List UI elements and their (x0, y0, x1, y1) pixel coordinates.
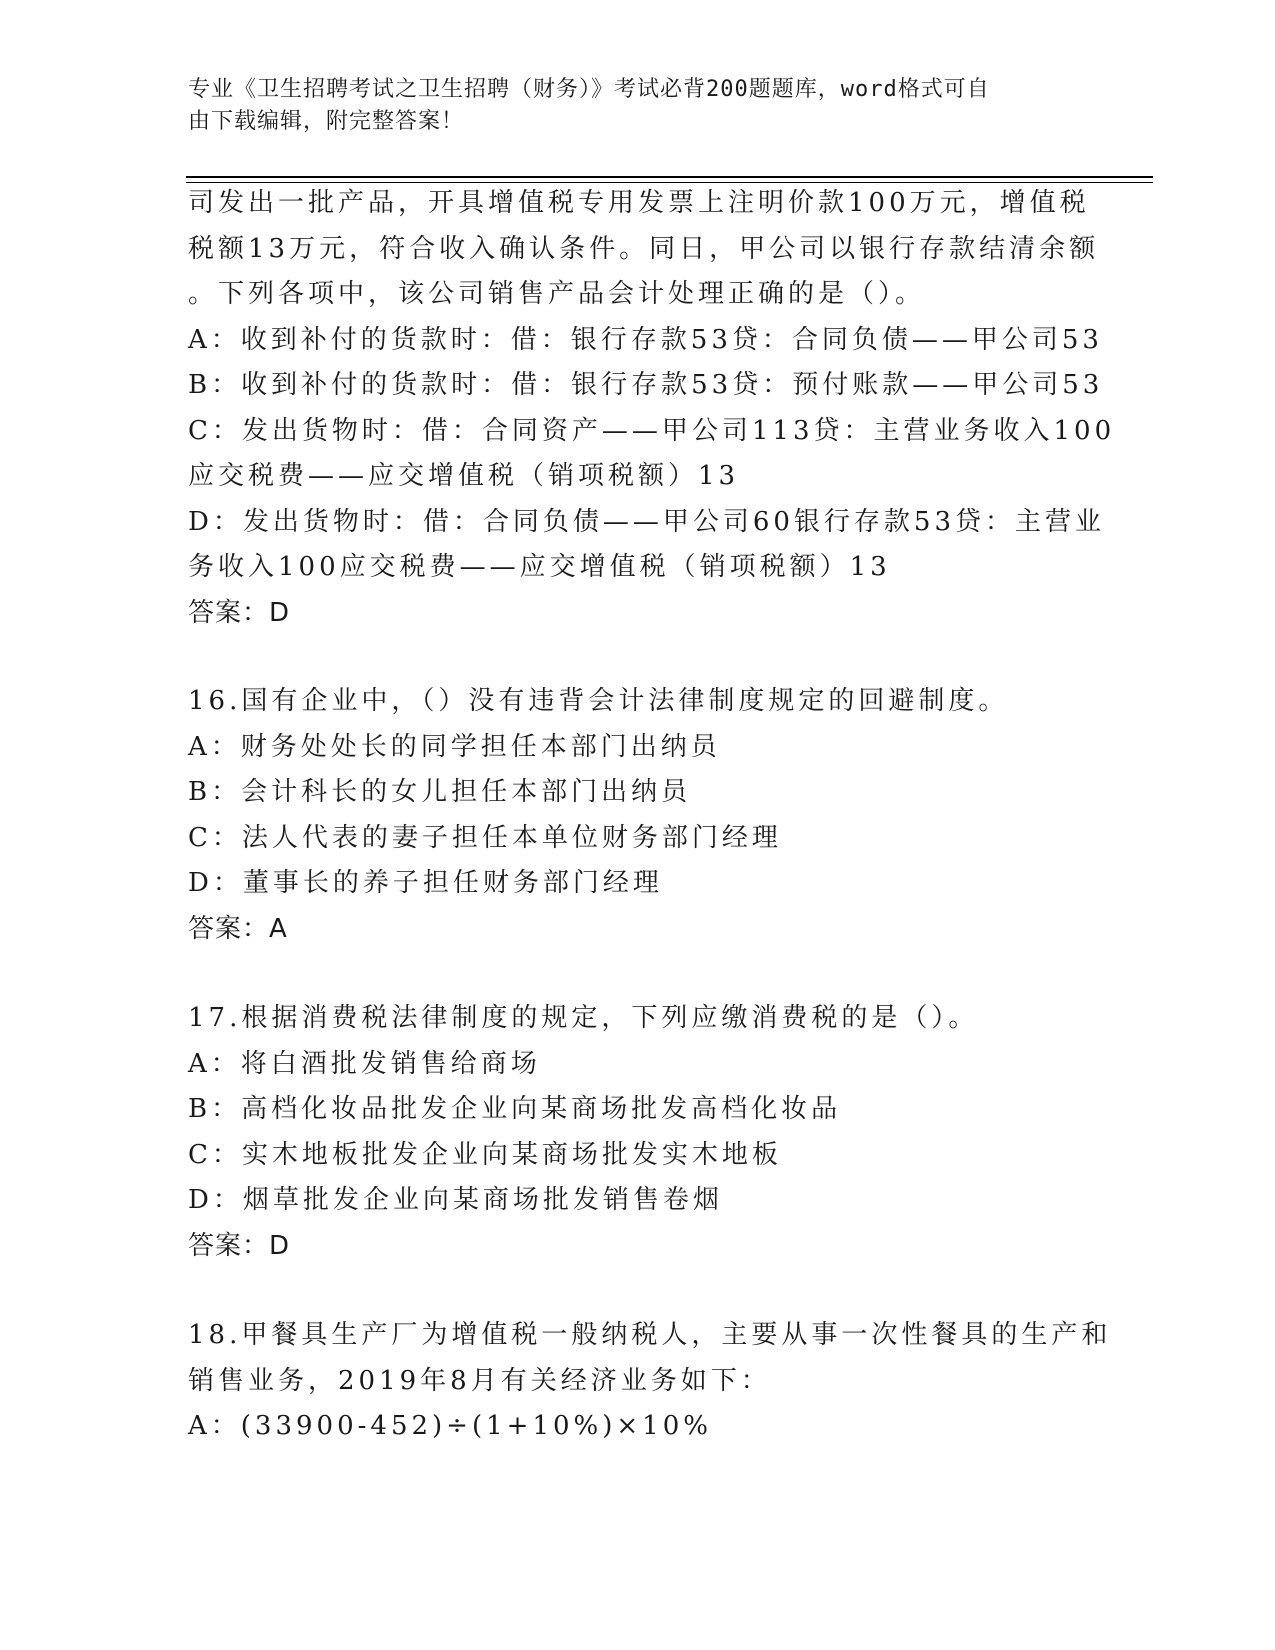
answer-label: 答案：A (188, 913, 288, 944)
option-a: A：收到补付的货款时：借：银行存款53贷：合同负债——甲公司53 (188, 324, 1103, 355)
option-d: D：烟草批发企业向某商场批发销售卷烟 (188, 1185, 723, 1215)
question-17-block (188, 996, 1088, 1269)
header-divider-thick (186, 176, 1153, 178)
document-header (188, 74, 1068, 138)
question-stem-line: 司发出一批产品，开具增值税专用发票上注明价款100万元，增值税 (188, 188, 1090, 218)
question-16-block (188, 679, 1088, 952)
option-d: D：发出货物时：借：合同负债——甲公司60银行存款53贷：主营业 (188, 506, 1106, 537)
option-d-continued: 务收入100应交税费——应交增值税（销项税额）13 (188, 552, 891, 582)
option-a: A：(33900-452)÷(1+10%)×10% (188, 1411, 712, 1441)
option-c: C：实木地板批发企业向某商场批发实木地板 (188, 1139, 782, 1170)
option-b: B：会计科长的女儿担任本部门出纳员 (188, 777, 692, 807)
question-stem-line: 。下列各项中，该公司销售产品会计处理正确的是（）。 (188, 279, 926, 309)
question-stem: 16.国有企业中，（）没有违背会计法律制度规定的回避制度。 (188, 686, 1009, 716)
option-c: C：法人代表的妻子担任本单位财务部门经理 (188, 822, 782, 853)
answer-label: 答案：D (188, 1230, 291, 1261)
option-b: B：收到补付的货款时：借：银行存款53贷：预付账款——甲公司53 (188, 370, 1104, 400)
option-b: B：高档化妆品批发企业向某商场批发高档化妆品 (188, 1094, 842, 1124)
option-a: A：将白酒批发销售给商场 (188, 1048, 541, 1079)
question-stem-line: 销售业务，2019年8月有关经济业务如下： (188, 1365, 771, 1396)
header-line-2: 由下载编辑，附完整答案！ (188, 109, 465, 134)
option-a: A：财务处处长的同学担任本部门出纳员 (188, 731, 721, 762)
option-d: D：董事长的养子担任财务部门经理 (188, 868, 663, 898)
question-18-block (188, 1313, 1112, 1450)
option-c-continued: 应交税费——应交增值税（销项税额）13 (188, 461, 740, 491)
header-line-1: 专业《卫生招聘考试之卫生招聘（财务）》考试必背200题题库，word格式可自 (188, 77, 990, 102)
option-c: C：发出货物时：借：合同资产——甲公司113贷：主营业务收入100 (188, 415, 1116, 446)
question-15-block (188, 181, 1116, 636)
question-stem-line: 税额13万元，符合收入确认条件。同日，甲公司以银行存款结清余额 (188, 233, 1100, 264)
answer-label: 答案：D (188, 597, 291, 628)
question-stem: 17.根据消费税法律制度的规定，下列应缴消费税的是（）。 (188, 1003, 979, 1033)
question-stem-line: 18.甲餐具生产厂为增值税一般纳税人，主要从事一次性餐具的生产和 (188, 1320, 1112, 1350)
